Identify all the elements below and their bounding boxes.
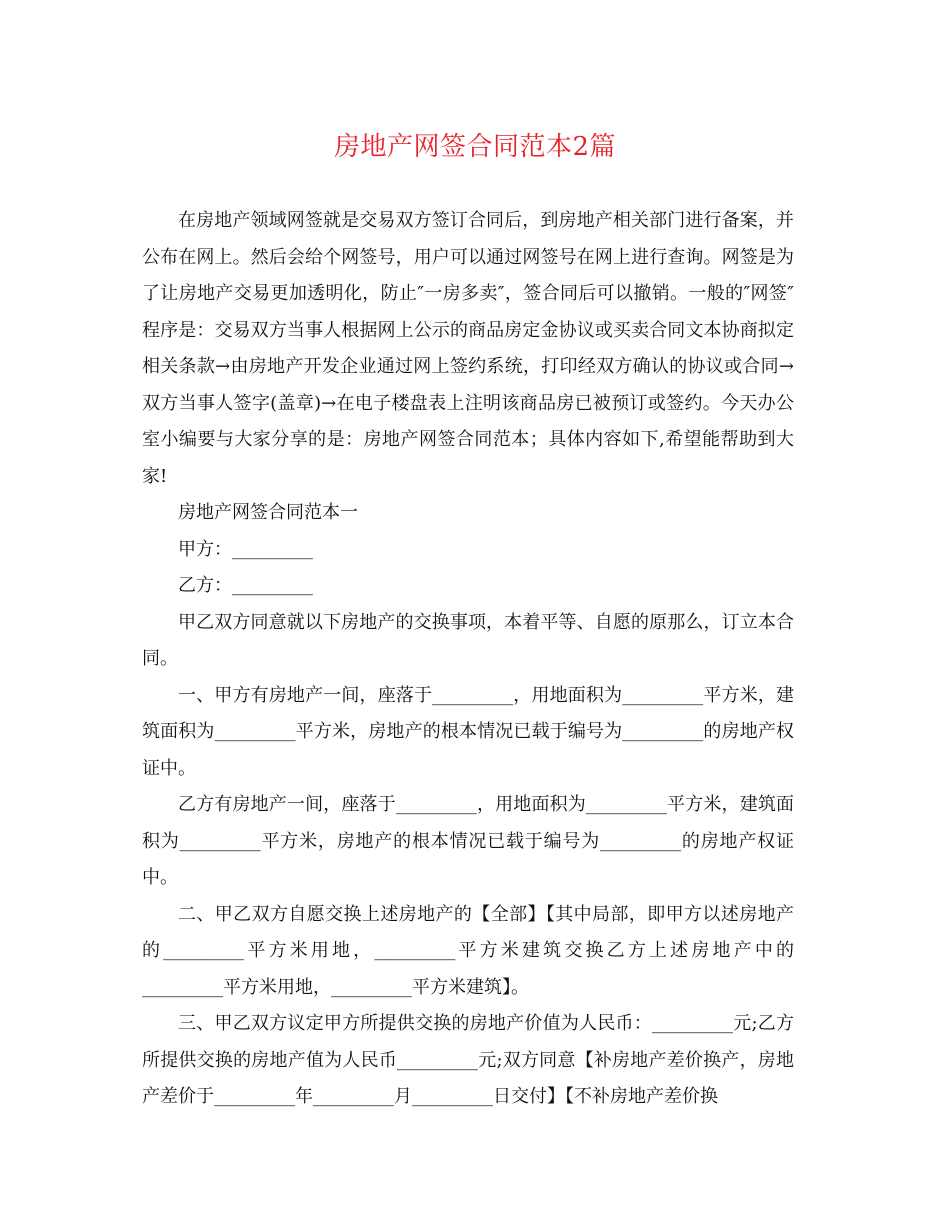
document-title: 房地产网签合同范本2篇 xyxy=(333,132,617,162)
clause-1-paragraph: 一、甲方有房地产一间，座落于_________，用地面积为_________平方米，建筑面积为_________平方米，房地产的根本情况已载于编号为_________的房地产权证中。 xyxy=(142,684,794,779)
agreement-paragraph: 甲乙双方同意就以下房地产的交换事项，本着平等、自愿的原那么，订立本合同。 xyxy=(142,611,794,669)
party-b-line: 乙方：_________ xyxy=(178,575,313,596)
clause-3-paragraph: 三、甲乙双方议定甲方所提供交换的房地产价值为人民币：_________元;乙方所提供交换的房地产值为人民币_________元;双方同意【补房地产差价换产，房地产差价于_________年_________月_________日交付】【不补房地产差价换 xyxy=(142,1013,794,1107)
section-heading: 房地产网签合同范本一 xyxy=(178,502,358,523)
intro-paragraph: 在房地产领域网签就是交易双方签订合同后，到房地产相关部门进行备案，并公布在网上。然后会给个网签号，用户可以通过网签号在网上进行查询。网签是为了让房地产交易更加透明化，防止″一房多卖″，签合同后可以撤销。一般的″网签″程序是：交易双方当事人根据网上公示的商品房定金协议或买卖合同文本协商拟定相关条款→由房地产开发企业通过网上签约系统，打印经双方确认的协议或合同→双方当事人签字(盖章)→在电子楼盘表上注明该商品房已被预订或签约。今天办公室小编要与大家分享的是：房地产网签合同范本；具体内容如下,希望能帮助到大家! xyxy=(142,210,794,487)
document-body xyxy=(142,203,794,1116)
clause-2-paragraph: 二、甲乙双方自愿交换上述房地产的【全部】【其中局部，即甲方以述房地产的_________平方米用地，_________平方米建筑交换乙方上述房地产中的_________平方米用地，_________平方米建筑】。 xyxy=(142,903,794,998)
party-a-line: 甲方：_________ xyxy=(178,538,313,560)
clause-1b-paragraph: 乙方有房地产一间，座落于_________，用地面积为_________平方米，建筑面积为_________平方米，房地产的根本情况已载于编号为_________的房地产权证中。 xyxy=(142,794,794,888)
